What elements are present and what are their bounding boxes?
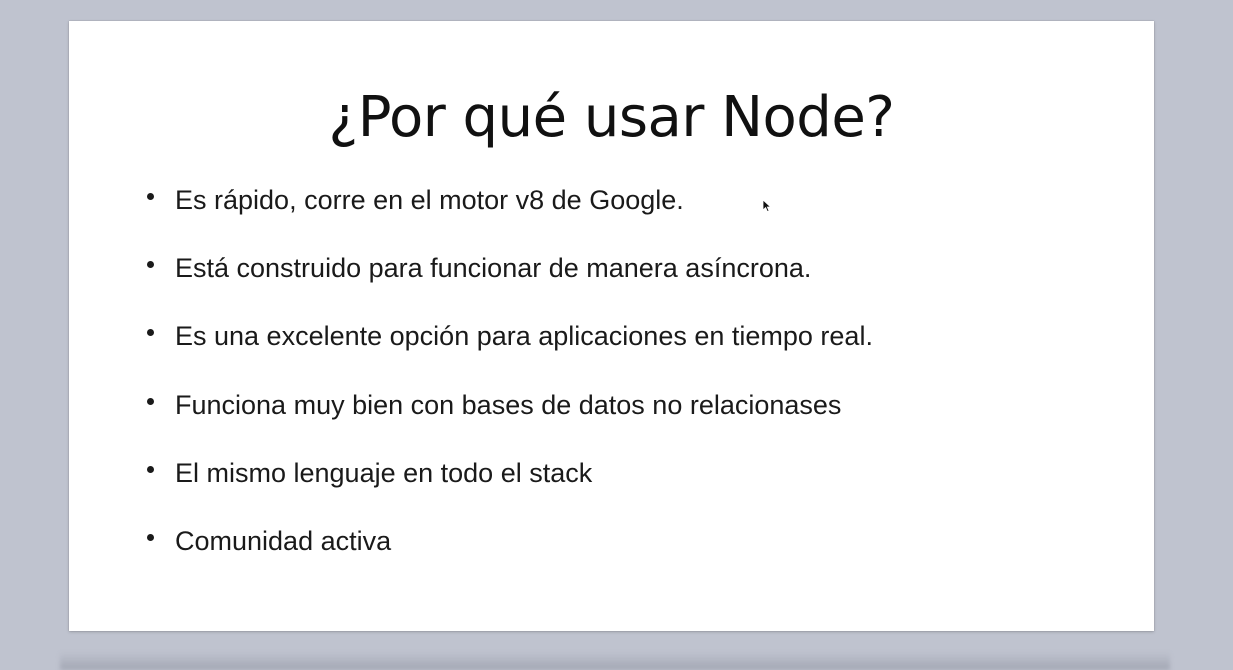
bullet-dot-icon [147,466,154,473]
slide-shadow [60,652,1170,670]
bullet-item [147,387,1127,455]
bullet-list [147,182,1127,591]
bullet-item [147,250,1127,318]
presentation-slide [69,21,1154,631]
bullet-text: Está construido para funcionar de manera asíncrona. [175,253,812,284]
bullet-item [147,182,1127,250]
bullet-dot-icon [147,261,154,268]
bullet-text: El mismo lenguaje en todo el stack [175,457,593,488]
bullet-text: Es una excelente opción para aplicaciones en tiempo real. [175,321,873,352]
bullet-text: Funciona muy bien con bases de datos no relacionases [175,389,842,420]
bullet-item [147,318,1127,386]
bullet-dot-icon [147,534,154,541]
bullet-item [147,523,1127,591]
bullet-dot-icon [147,398,154,405]
mouse-pointer-icon [762,199,772,213]
bullet-text: Comunidad activa [175,525,392,556]
bullet-item [147,455,1127,523]
bullet-dot-icon [147,193,154,200]
slide-title: ¿Por qué usar Node? [328,85,895,150]
bullet-text: Es rápido, corre en el motor v8 de Google. [175,185,684,215]
bullet-dot-icon [147,329,154,336]
